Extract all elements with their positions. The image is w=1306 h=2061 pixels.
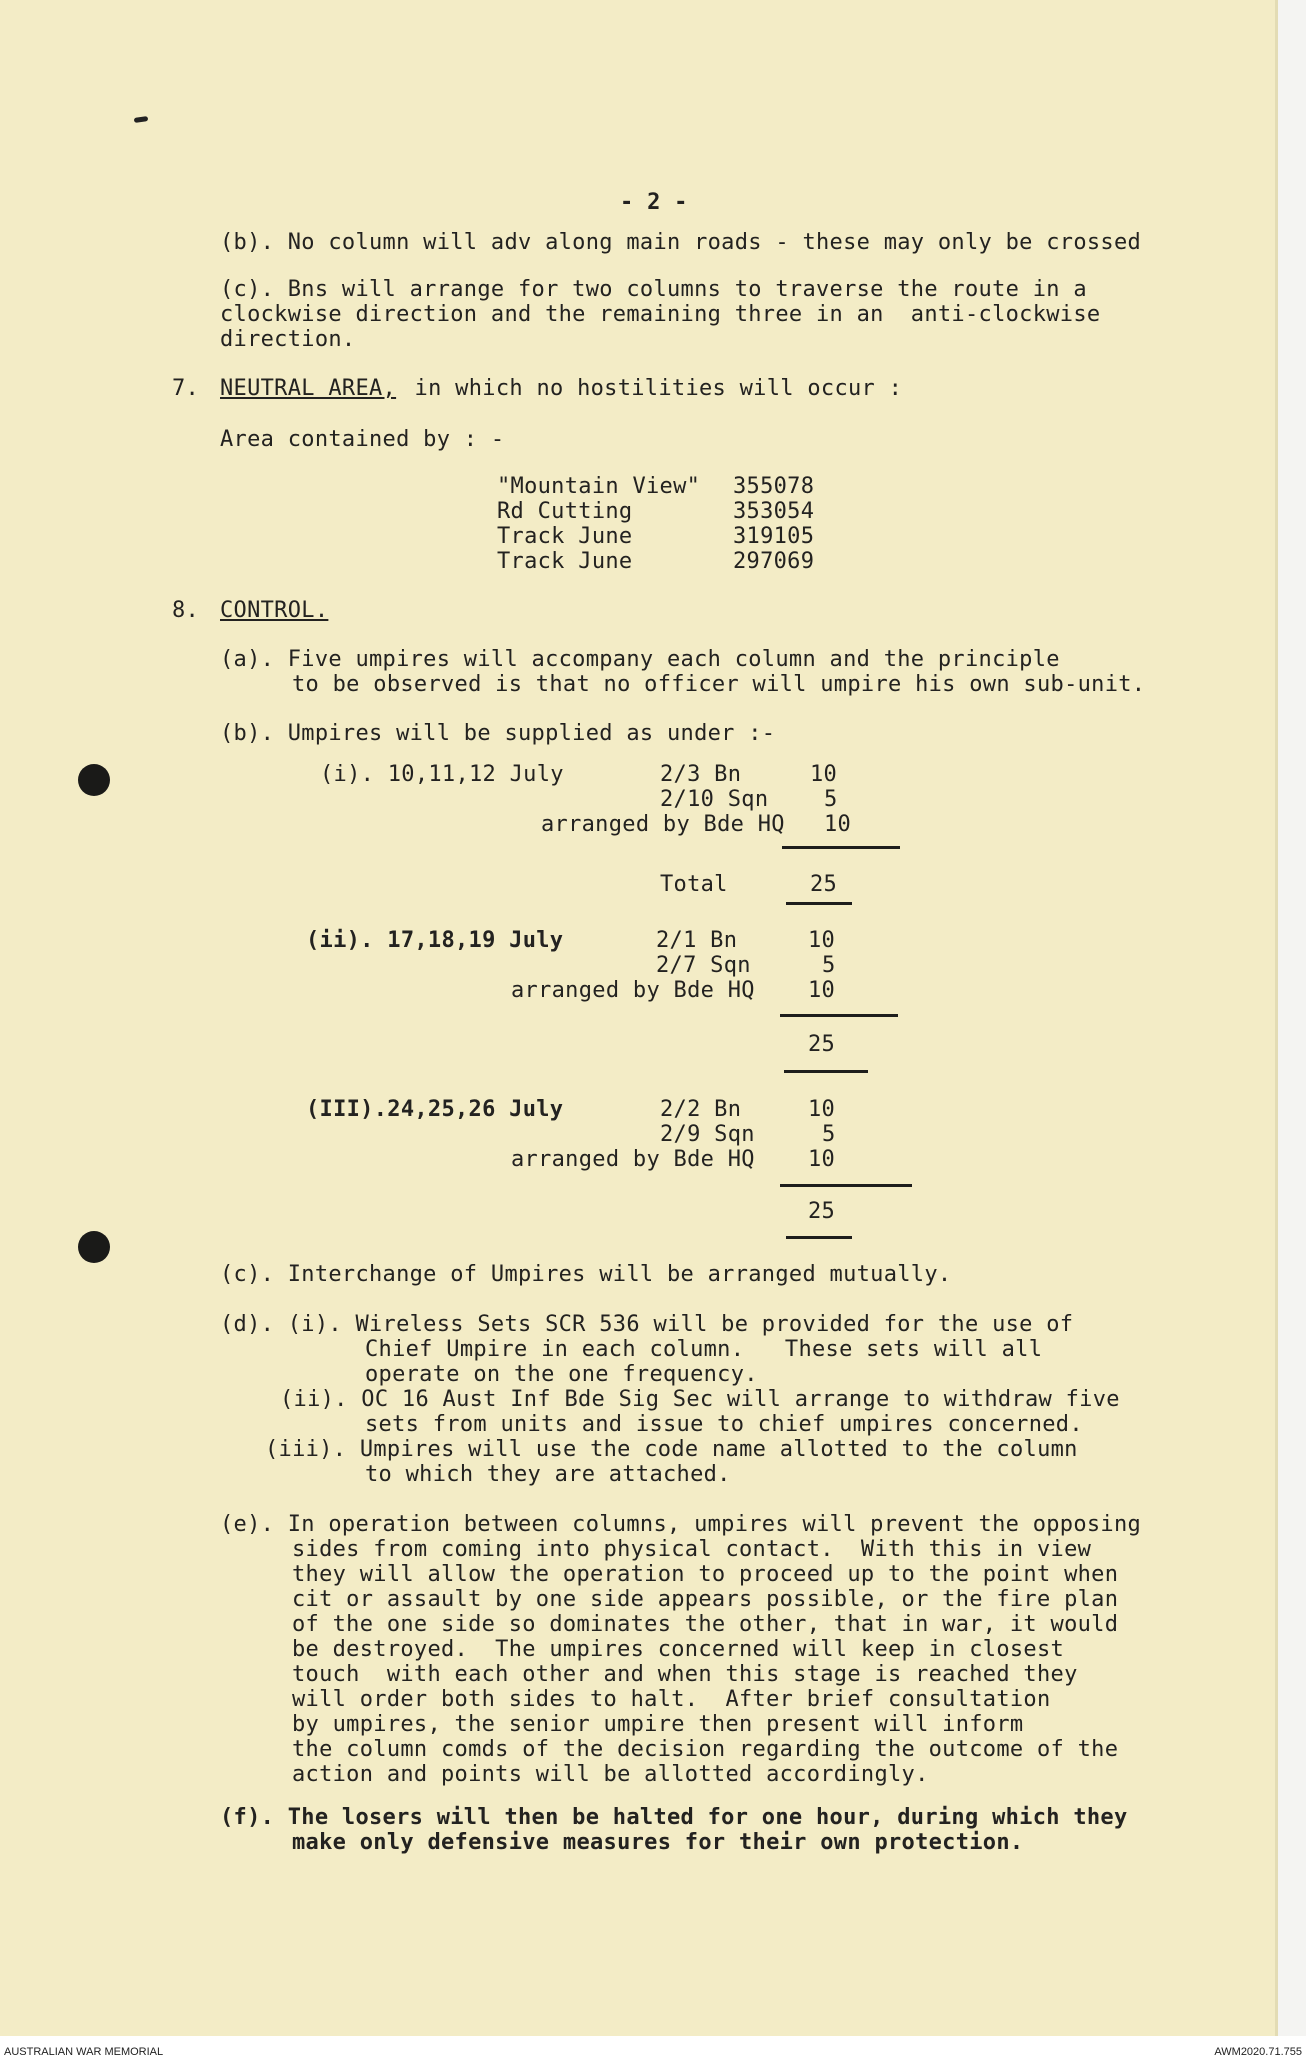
para8-e-line7: touch with each other and when this stage is reached they	[292, 1662, 1078, 1687]
umpire-count: 10	[808, 1147, 836, 1172]
para7-heading-rest: in which no hostilities will occur :	[401, 376, 903, 401]
para6-c-line2: clockwise direction and the remaining three in an anti-clockwise	[220, 302, 1101, 327]
sum-rule	[780, 1184, 912, 1187]
umpire-count: 10	[824, 812, 852, 837]
location-name: "Mountain View"	[497, 474, 701, 499]
umpire-unit: 2/3 Bn	[660, 762, 742, 787]
location-name: Track June	[497, 549, 633, 574]
location-name: Track June	[497, 524, 633, 549]
umpire-total: 25	[808, 1032, 836, 1057]
umpire-unit: 2/1 Bn	[656, 928, 738, 953]
para8-heading: CONTROL.	[220, 598, 329, 623]
archive-footer	[0, 2036, 1306, 2061]
para8-e-line11: action and points will be allotted accordingly.	[292, 1762, 929, 1787]
para8-d-line7: to which they are attached.	[365, 1462, 731, 1487]
para7-area-label: Area contained by : -	[220, 427, 505, 452]
umpire-total: 25	[810, 872, 838, 897]
umpire-group-label: (ii). 17,18,19 July	[306, 928, 564, 953]
umpire-total: 25	[808, 1199, 836, 1224]
umpire-group-label: (III).24,25,26 July	[306, 1097, 564, 1122]
location-ref: 297069	[733, 549, 815, 574]
para8-f-line2: make only defensive measures for their own protection.	[292, 1830, 1024, 1855]
para8-b: (b). Umpires will be supplied as under :-	[220, 721, 776, 746]
umpire-unit: arranged by Bde HQ	[541, 812, 785, 837]
umpire-count: 5	[822, 1122, 836, 1147]
umpire-group-label: (i). 10,11,12 July	[320, 762, 564, 787]
para8-e-line3: they will allow the operation to proceed up to the point when	[292, 1562, 1119, 1587]
para8-d-line6: (iii). Umpires will use the code name allotted to the column	[265, 1437, 1078, 1462]
umpire-unit: 2/2 Bn	[660, 1097, 742, 1122]
umpire-count: 10	[808, 928, 836, 953]
para6-c-line1: (c). Bns will arrange for two columns to traverse the route in a	[220, 277, 1087, 302]
punch-hole-upper	[78, 764, 110, 796]
para8-e-line4: cit or assault by one side appears possible, or the fire plan	[292, 1587, 1119, 1612]
para8-a-line2: to be observed is that no officer will umpire his own sub-unit.	[292, 672, 1146, 697]
para8-e-line5: of the one side so dominates the other, that in war, it would	[292, 1612, 1119, 1637]
footer-institution: AUSTRALIAN WAR MEMORIAL	[4, 2046, 164, 2058]
punch-hole-lower	[78, 1231, 110, 1263]
para8-number: 8.	[172, 598, 200, 623]
umpire-count: 10	[808, 1097, 836, 1122]
umpire-count: 10	[808, 978, 836, 1003]
umpire-unit: 2/7 Sqn	[656, 953, 751, 978]
para8-d-line5: sets from units and issue to chief umpires concerned.	[365, 1412, 1083, 1437]
umpire-unit: 2/10 Sqn	[660, 787, 769, 812]
umpire-count: 5	[822, 953, 836, 978]
total-rule	[786, 1236, 852, 1239]
total-rule	[786, 902, 852, 905]
location-name: Rd Cutting	[497, 499, 633, 524]
para6-b: (b). No column will adv along main roads - these may only be crossed	[220, 230, 1142, 255]
para8-c: (c). Interchange of Umpires will be arranged mutually.	[220, 1262, 952, 1287]
para8-a-line1: (a). Five umpires will accompany each column and the principle	[220, 647, 1060, 672]
para8-e-line9: by umpires, the senior umpire then present will inform	[292, 1712, 1024, 1737]
para6-c-line3: direction.	[220, 327, 356, 352]
para8-e-line1: (e). In operation between columns, umpires will prevent the opposing	[220, 1512, 1142, 1537]
location-ref: 319105	[733, 524, 815, 549]
umpire-unit: arranged by Bde HQ	[511, 978, 755, 1003]
location-ref: 355078	[733, 474, 815, 499]
total-rule	[784, 1070, 868, 1073]
para8-d-line1: (d). (i). Wireless Sets SCR 536 will be provided for the use of	[220, 1312, 1074, 1337]
para7-heading: NEUTRAL AREA,	[220, 376, 397, 401]
para7-number: 7.	[172, 376, 200, 401]
para8-d-line3: operate on the one frequency.	[365, 1362, 758, 1387]
umpire-count: 5	[824, 787, 838, 812]
footer-reference: AWM2020.71.755	[1214, 2046, 1302, 2058]
para8-d-line2: Chief Umpire in each column. These sets will all	[365, 1337, 1043, 1362]
sum-rule	[782, 846, 900, 849]
total-label: Total	[660, 872, 728, 897]
para8-f-line1: (f). The losers will then be halted for one hour, during which they	[220, 1805, 1128, 1830]
ink-mark	[134, 116, 149, 123]
sum-rule	[780, 1014, 898, 1017]
umpire-unit: arranged by Bde HQ	[511, 1147, 755, 1172]
page-number: - 2 -	[620, 190, 688, 215]
para8-e-line2: sides from coming into physical contact. With this in view	[292, 1537, 1092, 1562]
para8-e-line10: the column comds of the decision regarding the outcome of the	[292, 1737, 1119, 1762]
para8-e-line6: be destroyed. The umpires concerned will keep in closest	[292, 1637, 1065, 1662]
location-ref: 353054	[733, 499, 815, 524]
para8-d-line4: (ii). OC 16 Aust Inf Bde Sig Sec will arrange to withdraw five	[280, 1387, 1120, 1412]
umpire-count: 10	[810, 762, 838, 787]
para8-e-line8: will order both sides to halt. After brief consultation	[292, 1687, 1051, 1712]
umpire-unit: 2/9 Sqn	[660, 1122, 755, 1147]
